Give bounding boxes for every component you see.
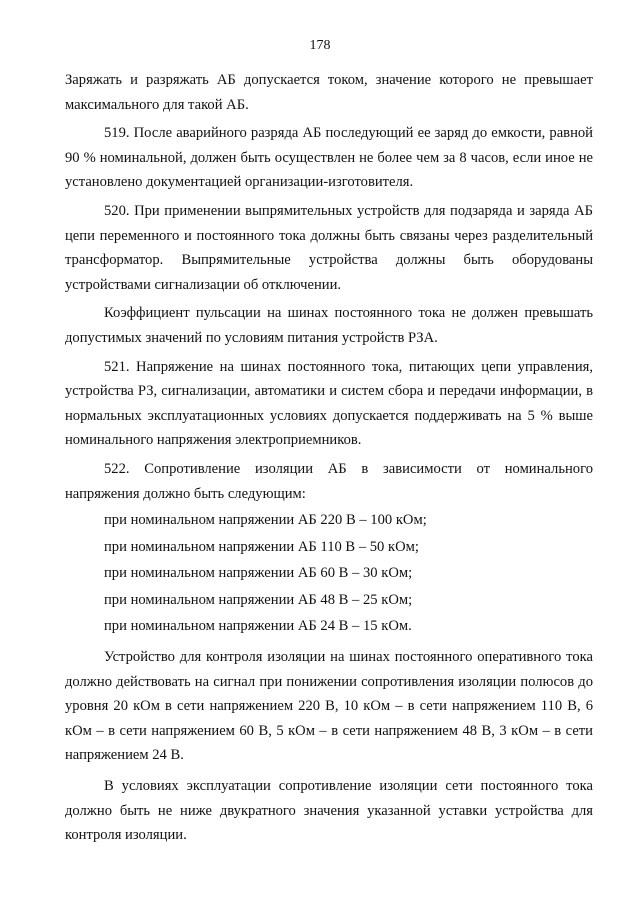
list-item-24v: при номинальном напряжении АБ 24 В – 15 кОм.	[104, 618, 412, 635]
paragraph-522: 522. Сопротивление изоляции АБ в зависимости от номинального напряжения должно быть следующим:	[65, 460, 593, 502]
paragraph-519: 519. После аварийного разряда АБ последующий ее заряд до емкости, равной 90 % номинальной, должен быть осуществлен не более чем за 8 часов, если иное не установлено документацией организации-изготовителя.	[65, 125, 593, 191]
list-item-48v: при номинальном напряжении АБ 48 В – 25 кОм;	[104, 591, 413, 608]
list-item-220v: при номинальном напряжении АБ 220 В – 100 кОм;	[104, 512, 427, 529]
list-item-60v: при номинальном напряжении АБ 60 В – 30 кОм;	[104, 565, 413, 582]
document-body	[65, 68, 593, 848]
page-number: 178	[309, 38, 331, 53]
paragraph-ripple-coefficient: Коэффициент пульсации на шинах постоянного тока не должен превышать допустимых значений по условиям питания устройств РЗА.	[65, 305, 593, 346]
paragraph-continuation: Заряжать и разряжать АБ допускается током, значение которого не превышает максимального для такой АБ.	[65, 72, 593, 113]
paragraph-520: 520. При применении выпрямительных устройств для подзаряда и заряда АБ цепи переменного и постоянного тока должны быть связаны через разделительный трансформатор. Выпрямительные устройства должны быть оборудованы устройствами сигнализации об отключении.	[65, 202, 593, 293]
paragraph-operating-conditions: В условиях эксплуатации сопротивление изоляции сети постоянного тока должно быть не ниже двукратного значения указанной уставки устройства для контроля изоляции.	[65, 778, 593, 844]
paragraph-insulation-monitor: Устройство для контроля изоляции на шинах постоянного оперативного тока должно действовать на сигнал при понижении сопротивления изоляции полюсов до уровня 20 кОм в сети напряжением 220 В, 10 кОм – в сети напряжением 110 В, 6 кОм – в сети напряжением 60 В, 5 кОм – в сети напряжением 48 В, 3 кОм – в сети напряжением 24 В.	[65, 649, 593, 764]
list-item-110v: при номинальном напряжении АБ 110 В – 50 кОм;	[104, 538, 419, 555]
paragraph-521: 521. Напряжение на шинах постоянного тока, питающих цепи управления, устройства РЗ, сигнализации, автоматики и систем сбора и передачи информации, в нормальных эксплуатационных условиях допускается поддерживать на 5 % выше номинального напряжения электроприемников.	[65, 358, 593, 449]
